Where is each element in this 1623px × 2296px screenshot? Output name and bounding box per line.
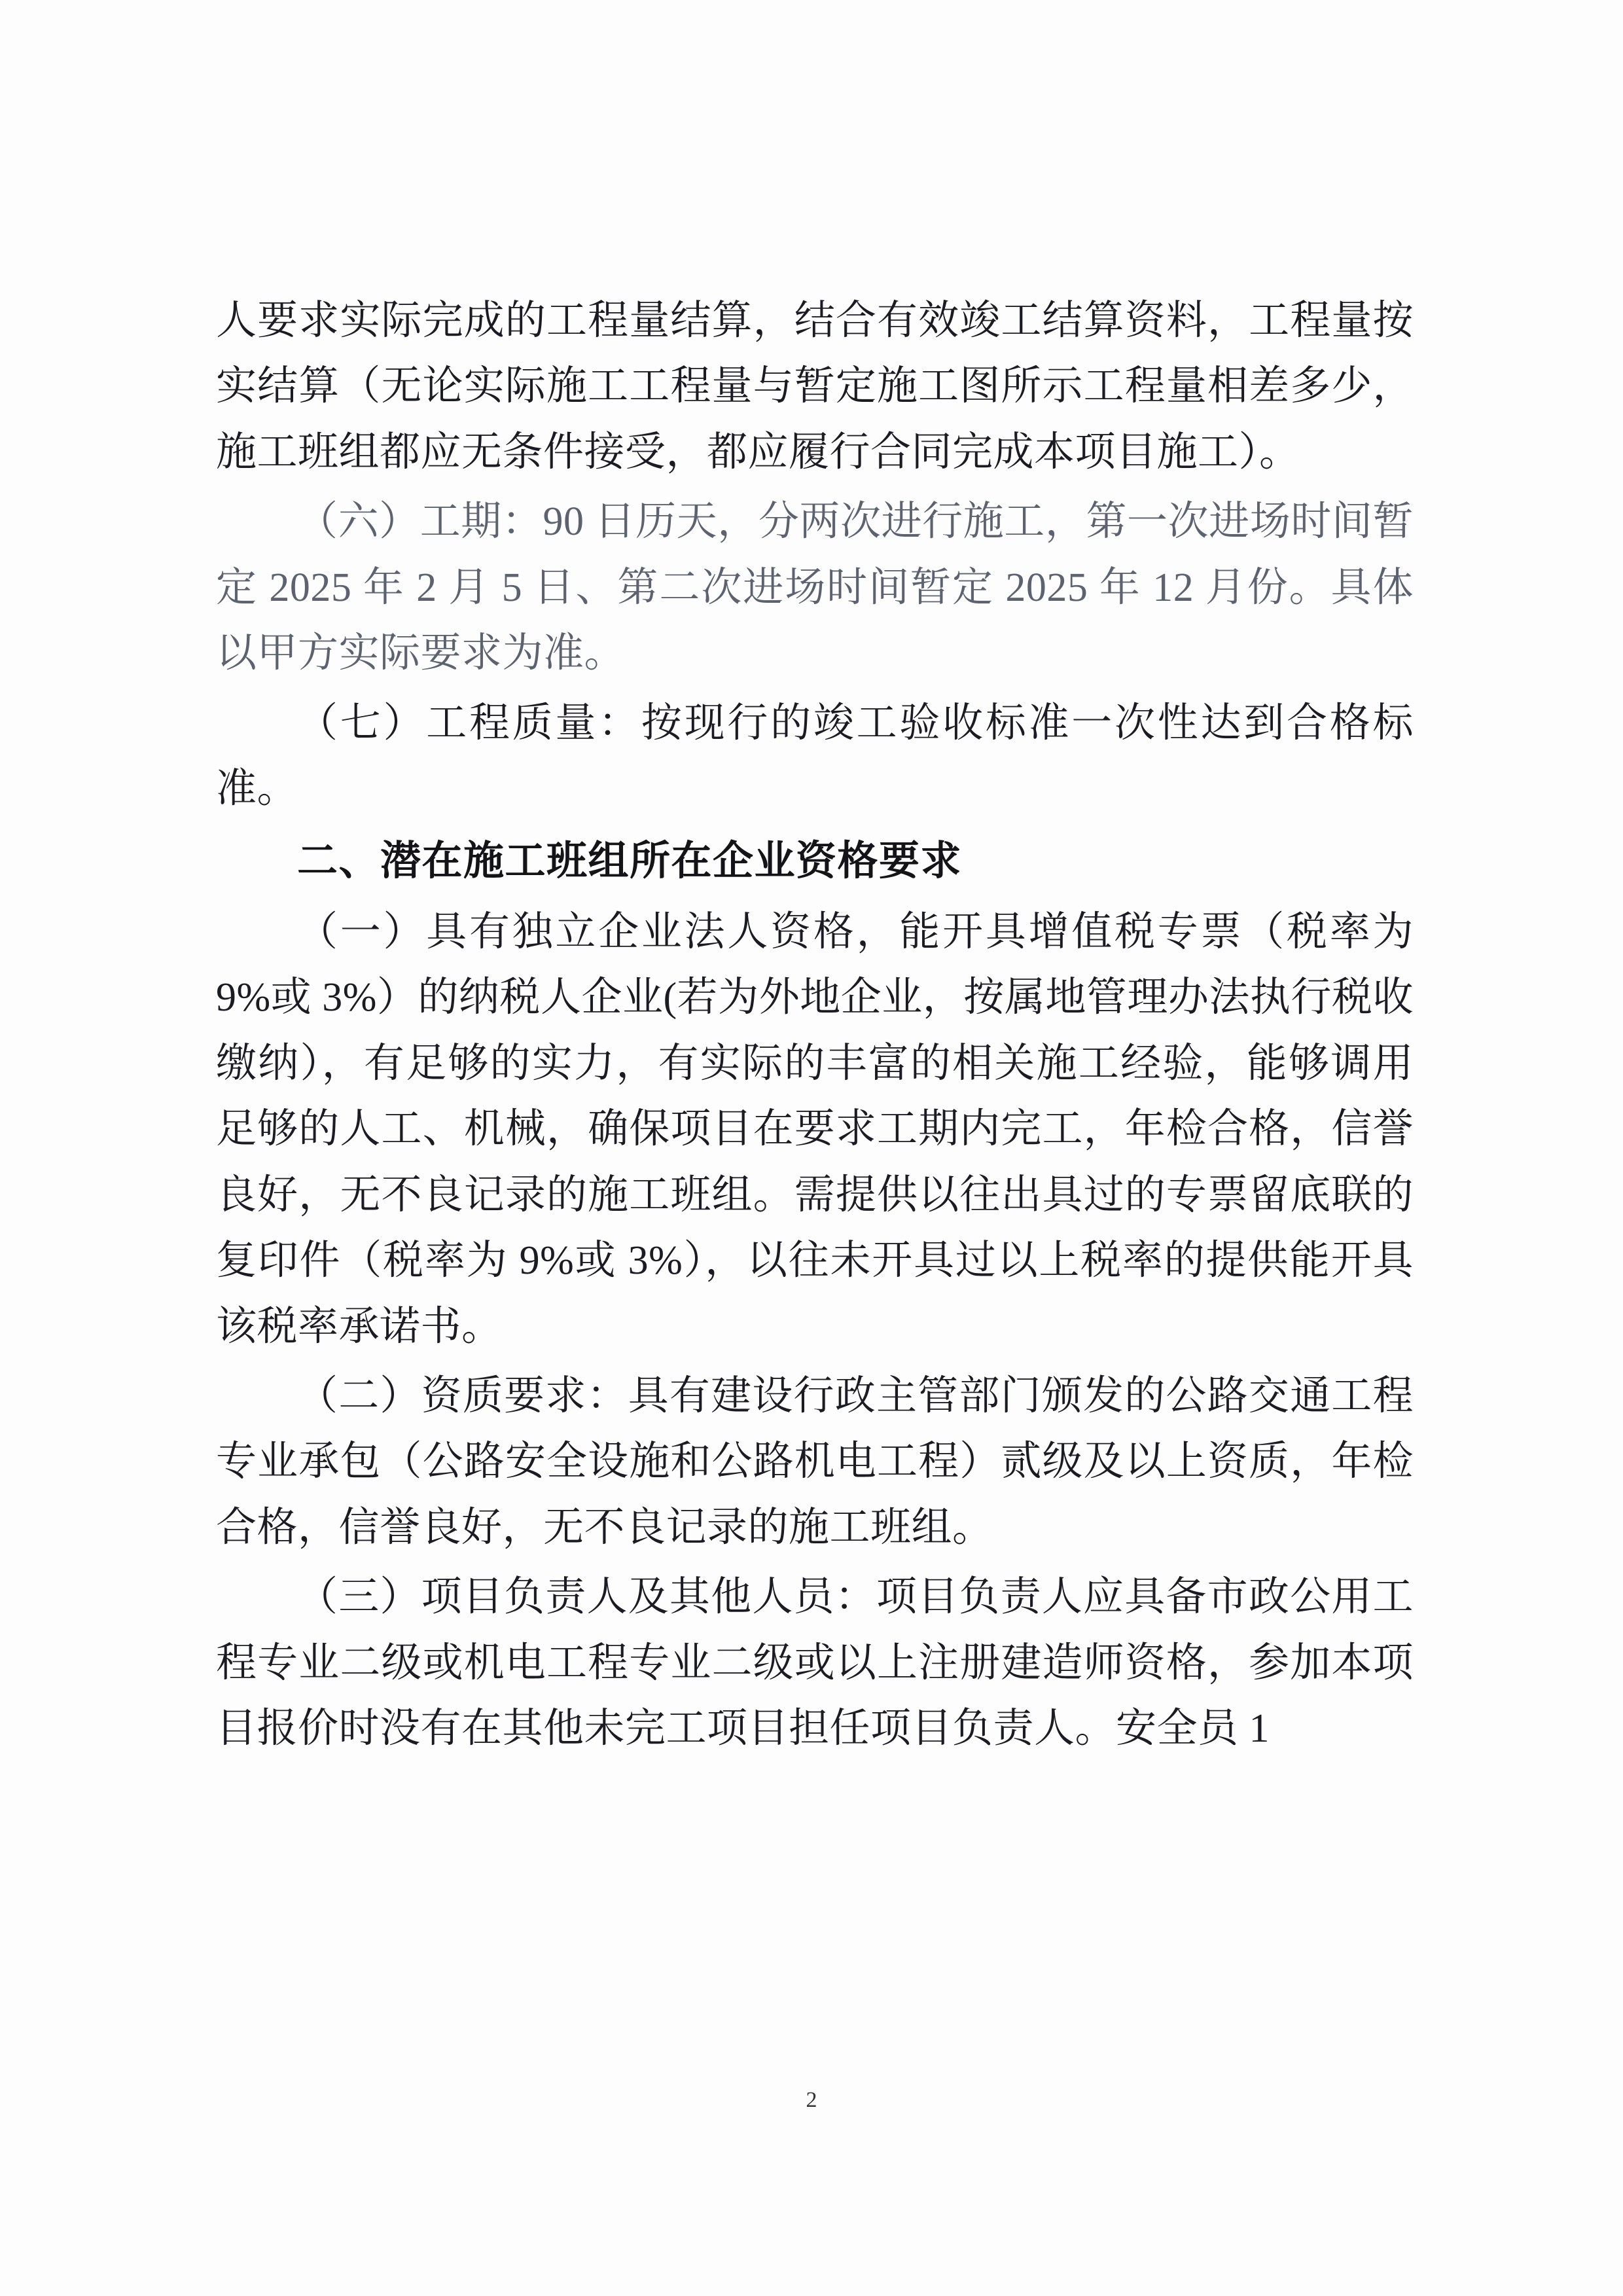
paragraph-item-three: （三）项目负责人及其他人员：项目负责人应具备市政公用工程专业二级或机电工程专业二级或以上注册建造师资格，参加本项目报价时没有在其他未完工项目担任项目负责人。安全员 1 (216, 1575, 1414, 1751)
section-heading-two: 二、潜在施工班组所在企业资格要求 (297, 838, 963, 884)
paragraph-item-six: （六）工期：90 日历天，分两次进行施工，第一次进场时间暂定 2025 年 2 月 5 日、第二次进场时间暂定 2025 年 12 月份。具体以甲方实际要求为准。 (216, 499, 1414, 676)
paragraph-item-two: （二）资质要求：具有建设行政主管部门颁发的公路交通工程专业承包（公路安全设施和公路机电工程）贰级及以上资质，年检合格，信誉良好，无不良记录的施工班组。 (216, 1374, 1414, 1550)
paragraph-item-seven: （七）工程质量：按现行的竣工验收标准一次性达到合格标准。 (216, 700, 1414, 812)
paragraph-item-one: （一）具有独立企业法人资格，能开具增值税专票（税率为 9%或 3%）的纳税人企业(若为外地企业，按属地管理办法执行税收缴纳），有足够的实力，有实际的丰富的相关施工经验，能够调用足够的人工、机械，确保项目在要求工期内完工，年检合格，信誉良好，无不良记录的施工班组。需提供以往出具过的专票留底联的复印件（税率为 9%或 3%），以往未开具过以上税率的提供能开具该税率承诺书。 (216, 909, 1414, 1349)
paragraph-continuation: 人要求实际完成的工程量结算，结合有效竣工结算资料，工程量按实结算（无论实际施工工程量与暂定施工图所示工程量相差多少，施工班组都应无条件接受，都应履行合同完成本项目施工）。 (216, 298, 1414, 475)
page-number: 2 (806, 2088, 817, 2112)
page-content (216, 288, 1414, 1766)
